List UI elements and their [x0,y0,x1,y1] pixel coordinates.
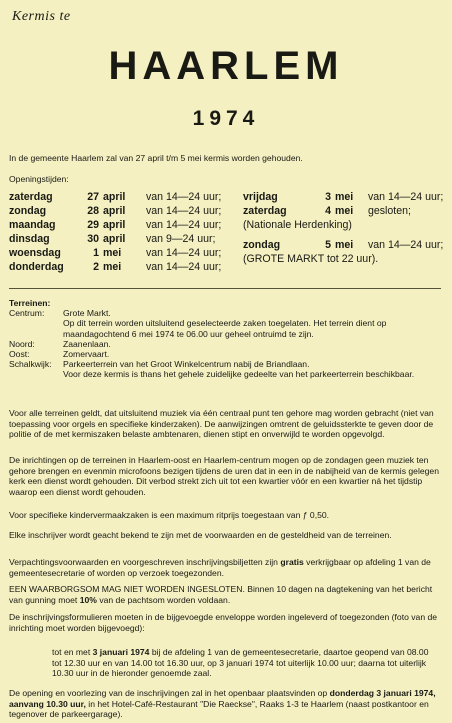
schedule-left [9,190,221,274]
terrein-value: Grote Markt. [63,308,111,319]
schedule-row [243,238,443,252]
day: zondag [243,239,281,251]
day: vrijdag [243,191,278,203]
schedule-row [9,204,221,218]
date: 3 [325,191,331,203]
schedule-right [243,190,443,266]
schedule-note: (GROTE MARKT tot 22 uur). [243,253,379,265]
day: dinsdag [9,233,50,245]
terrein-row [9,318,441,338]
terrein-row [9,339,441,349]
hours: van 14—24 uur; [145,261,222,273]
month: april [103,205,126,217]
terrein-label: Centrum: [9,308,45,319]
schedule-row [9,260,221,274]
day: zaterdag [9,191,53,203]
paragraph-muziek: Voor alle terreinen geldt, dat uitsluitend muziek via één centraal punt ten gehore mag worden gebracht (niet van toepassing voor orgels en specifieke kinderzaken). De aanwijzingen omtrent de geluidssterkte te geven door de politie of de met kermiszaken belaste ambtenaren, dienen stipt en onverwijld te worden opgevolgd. [9,408,434,440]
paragraph-inschrijver: Elke inschrijver wordt geacht bekend te zijn met de voorwaarden en de gesteldheid van de terreinen. [9,530,392,540]
terrein-label: Schalkwijk: [9,359,52,370]
hours: van 14—24 uur; [145,191,222,203]
paragraph-zondagen: De inrichtingen op de terreinen in Haarlem-oost en Haarlem-centrum mogen op de zondagen geen muziek ten gehore brengen en evenmin microfoons bezigen tijdens de uren dat in een in de nabijheid van de kermis gelegen kerk een dienst wordt gehouden. Dit verbod strekt zich uit tot een kwartier vóór en een kwartier ná het tijdstip waarop een dienst wordt gehouden. [9,455,439,497]
date: 29 [87,219,99,231]
paragraph-verpachting: Verpachtingsvoorwaarden en voorgeschreven inschrijvingsbiljetten zijn gratis verkrijgbaar op afdeling 1 van de gemeentesecretarie of worden op verzoek toegezonden. [9,557,431,578]
divider [9,288,441,289]
hours: van 14—24 uur; [145,205,222,217]
date: 28 [87,205,99,217]
day: zaterdag [243,205,287,217]
day: woensdag [9,247,61,259]
schedule-row [9,190,221,204]
kicker: Kermis te [12,9,71,24]
month: mei [335,239,354,251]
hours: gesloten; [367,205,411,217]
year: 1974 [192,107,260,130]
schedule-row [9,246,221,260]
terrein-value: Zaanenlaan. [63,338,111,349]
terrein-label: Noord: [9,338,35,349]
date: 30 [87,233,99,245]
month: april [103,233,126,245]
terrein-row [9,359,441,369]
month: mei [335,191,354,203]
paragraph-deadline: tot en met 3 januari 1974 bij de afdeling 1 van de gemeentesecretarie, daartoe geopend van 08.00 tot 12.30 uur en van 14.00 tot 16.30 uur, op 3 januari 1974 tot uiterlijk 10.00 uur; daarna tot uiterlijk 10.30 uur in de hieronder genoemde zaal. [52,647,429,679]
hours: van 14—24 uur; [145,219,222,231]
terrein-value: Voor deze kermis is thans het gehele zuidelijke gedeelte van het parkeerterrein beschikbaar. [63,369,415,380]
day: zondag [9,205,47,217]
terrein-row [9,308,441,318]
terreinen-heading: Terreinen: [9,298,51,308]
paragraph-opening: De opening en voorlezing van de inschrijvingen zal in het openbaar plaatsvinden op donderdag 3 januari 1974, aanvang 10.30 uur, in het Hotel-Café-Restaurant "Die Raeckse", Raaks 1-3 te Haarlem (naast postkantoor en tegenover de parkeergarage). [9,688,436,720]
hours: van 14—24 uur; [367,191,444,203]
hours: van 9—24 uur; [145,233,216,245]
hours: van 14—24 uur; [367,239,444,251]
openingstijden-label: Openingstijden: [9,174,69,184]
month: mei [335,205,354,217]
terreinen-section [9,298,441,380]
schedule-row [9,232,221,246]
date: 5 [325,239,331,251]
date: 27 [87,191,99,203]
terrein-row [9,369,441,379]
month: mei [103,261,122,273]
terrein-value: Op dit terrein worden uitsluitend geselecteerde zaken toegelaten. Het terrein dient op maandagochtend 6 mei 1974 te 06.00 uur geheel ontruimd te zijn. [63,318,387,339]
paragraph-waarborgsom: EEN WAARBORGSOM MAG NIET WORDEN INGESLOTEN. Binnen 10 dagen na dagtekening van het bericht van gunning moet 10% van de pachtsom worden voldaan. [9,584,433,605]
paragraph-formulieren: De inschrijvingsformulieren moeten in de bijgevoegde enveloppe worden ingeleverd of toegezonden (foto van de inrichting moet worden bijgevoegd): [9,612,438,633]
terrein-value: Zomervaart. [63,349,110,360]
hours: van 14—24 uur; [145,247,222,259]
terrein-label: Oost: [9,349,30,360]
date: 1 [93,247,99,259]
schedule-note: (Nationale Herdenking) [243,219,352,231]
schedule-row [9,218,221,232]
month: april [103,219,126,231]
paragraph-ritprijs: Voor specifieke kindervermaakzaken is een maximum ritprijs toegestaan van ƒ 0,50. [9,510,330,520]
intro: In de gemeente Haarlem zal van 27 april t/m 5 mei kermis worden gehouden. [9,153,303,163]
schedule-row [243,190,443,204]
terrein-row [9,349,441,359]
schedule-row [243,204,443,218]
month: april [103,191,126,203]
terrein-value: Parkeerterrein van het Groot Winkelcentrum nabij de Briandlaan. [63,359,310,370]
month: mei [103,247,122,259]
city-title: HAARLEM [108,44,344,88]
date: 4 [325,205,331,217]
date: 2 [93,261,99,273]
day: donderdag [9,261,64,273]
day: maandag [9,219,56,231]
